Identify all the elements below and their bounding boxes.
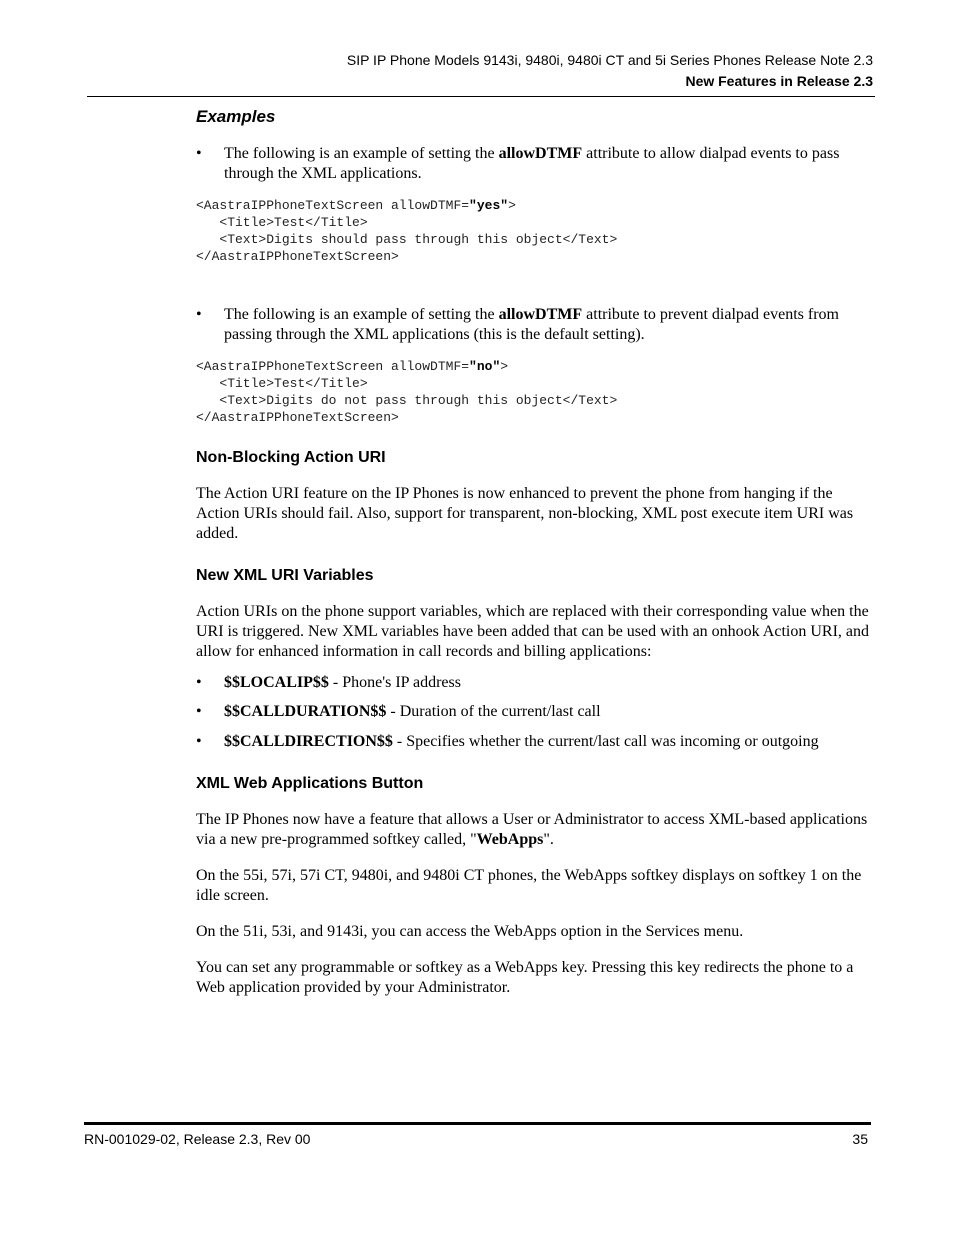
bullet-glyph: • <box>196 306 202 323</box>
header-rule <box>87 96 875 97</box>
variable-name: $$CALLDURATION$$ <box>224 703 387 720</box>
variable-description: - Duration of the current/last call <box>386 703 601 720</box>
running-header-title: SIP IP Phone Models 9143i, 9480i, 9480i CT and 5i Series Phones Release Note 2.3 <box>346 52 873 68</box>
webapps-paragraph-2: On the 55i, 57i, 57i CT, 9480i, and 9480i CT phones, the WebApps softkey displays on softkey 1 on the idle screen. <box>196 867 862 904</box>
variable-item <box>196 732 872 752</box>
variable-item <box>196 702 872 722</box>
page-number: 35 <box>852 1131 868 1147</box>
nonblocking-body: The Action URI feature on the IP Phones is now enhanced to prevent the phone from hanging if the Action URIs should fail. Also, support for transparent, non-blocking, XML post execute item URI was added. <box>196 485 854 542</box>
example-bullet-2-text: The following is an example of setting the allowDTMF attribute to prevent dialpad events from passing through the XML applications (this is the default setting). <box>224 306 839 343</box>
example-bullet-1 <box>196 144 872 184</box>
bullet-glyph: • <box>196 674 202 691</box>
webapps-paragraph-4: You can set any programmable or softkey as a WebApps key. Pressing this key redirects the phone to a Web application provided by your Administrator. <box>196 959 854 996</box>
bullet-glyph: • <box>196 733 202 750</box>
bullet-glyph: • <box>196 145 202 162</box>
code-example-2: <AastraIPPhoneTextScreen allowDTMF="no"> <Title>Test</Title> <Text>Digits do not pass through this object</Text> </AastraIPPhoneTextScreen> <box>196 359 618 425</box>
bullet-glyph: • <box>196 703 202 720</box>
footer-rule <box>84 1122 871 1125</box>
webapps-paragraph-1: The IP Phones now have a feature that allows a User or Administrator to access XML-based applications via a new pre-programmed softkey called, "WebApps". <box>196 811 868 848</box>
webapps-heading: XML Web Applications Button <box>196 775 424 792</box>
example-bullet-2 <box>196 305 872 345</box>
variable-description: - Phone's IP address <box>328 674 461 691</box>
examples-heading: Examples <box>196 107 276 126</box>
xmlvars-body: Action URIs on the phone support variables, which are replaced with their corresponding value when the URI is triggered. New XML variables have been added that can be used with an onhook Action URI, and allow for enhanced information in call records and billing applications: <box>196 603 869 660</box>
code-example-1: <AastraIPPhoneTextScreen allowDTMF="yes"> <Title>Test</Title> <Text>Digits should pass through this object</Text> </AastraIPPhoneTextScreen> <box>196 198 618 264</box>
variable-name: $$LOCALIP$$ <box>224 674 329 691</box>
xmlvars-heading: New XML URI Variables <box>196 567 374 584</box>
variable-item <box>196 673 872 693</box>
variable-description: - Specifies whether the current/last call was incoming or outgoing <box>392 733 819 750</box>
variable-name: $$CALLDIRECTION$$ <box>224 733 393 750</box>
document-id: RN-001029-02, Release 2.3, Rev 00 <box>84 1131 311 1147</box>
example-bullet-1-text: The following is an example of setting the allowDTMF attribute to allow dialpad events to pass through the XML applications. <box>224 145 840 182</box>
running-header-section: New Features in Release 2.3 <box>685 73 873 89</box>
webapps-paragraph-3: On the 51i, 53i, and 9143i, you can access the WebApps option in the Services menu. <box>196 923 744 940</box>
nonblocking-heading: Non-Blocking Action URI <box>196 449 386 466</box>
